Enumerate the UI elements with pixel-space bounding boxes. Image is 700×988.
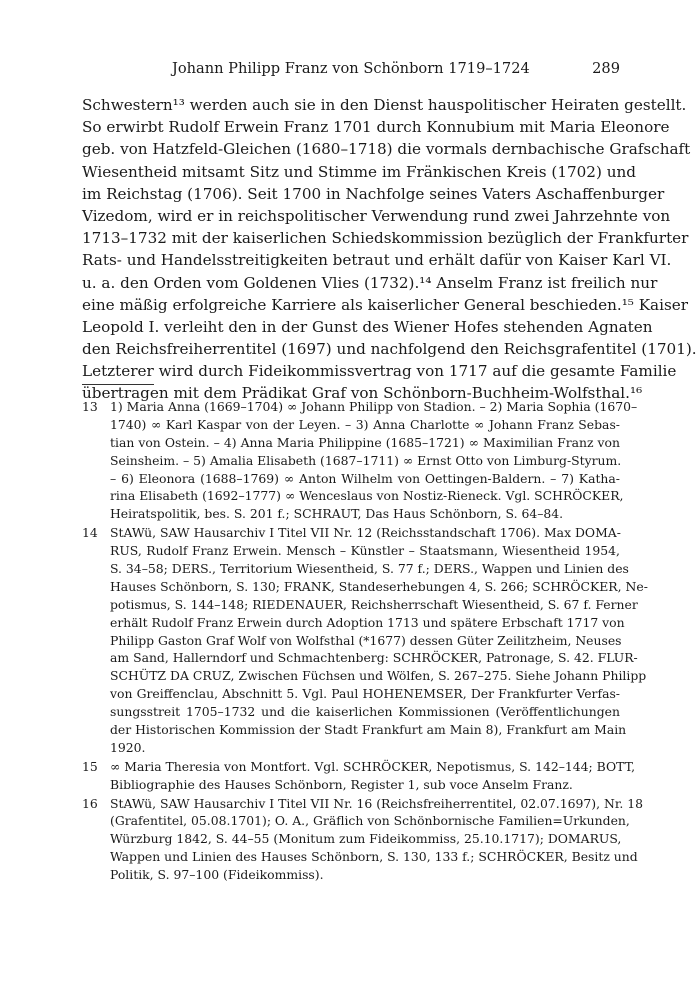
footnote-line: erhält Rudolf Franz Erwein durch Adoption 1713 und spätere Erbschaft 1717 von <box>110 614 625 630</box>
footnote-line: SCHÜTZ DA CRUZ, Zwischen Füchsen und Wölfen, S. 267–275. Siehe Johann Philipp <box>110 668 647 684</box>
footnote-line: S. 34–58; DERS., Territorium Wiesentheid, S. 77 f.; DERS., Wappen und Linien des <box>110 561 629 577</box>
body-line: 1713–1732 mit der kaiserlichen Schiedskommission bezüglich der Frankfurter <box>82 229 689 248</box>
footnote-15 <box>82 758 636 794</box>
body-line: Rats- und Handelsstreitigkeiten betraut und erhält dafür von Kaiser Karl VI. <box>82 251 672 270</box>
footnote-line: Hauses Schönborn, S. 130; FRANK, Standeserhebungen 4, S. 266; SCHRÖCKER, Ne- <box>110 578 648 594</box>
body-line: u. a. den Orden vom Goldenen Vlies (1732).¹⁴ Anselm Franz ist freilich nur <box>82 273 658 292</box>
footnote-line: ∞ Maria Theresia von Montfort. Vgl. SCHRÖCKER, Nepotismus, S. 142–144; BOTT, <box>110 758 636 774</box>
footnote-line: Seinsheim. – 5) Amalia Elisabeth (1687–1711) ∞ Ernst Otto von Limburg-Styrum. <box>110 452 622 468</box>
body-line: eine mäßig erfolgreiche Karriere als kaiserlicher General beschieden.¹⁵ Kaiser <box>82 295 689 314</box>
footnote-number: 14 <box>82 525 98 541</box>
footnote-number: 15 <box>82 758 98 774</box>
footnote-line: rina Elisabeth (1692–1777) ∞ Wenceslaus von Nostiz-Rieneck. Vgl. SCHRÖCKER, <box>110 488 624 504</box>
body-line: Vizedom, wird er in reichspolitischer Verwendung rund zwei Jahrzehnte von <box>82 206 671 225</box>
footnote-13 <box>82 398 638 523</box>
footnote-line: 1740) ∞ Karl Kaspar von der Leyen. – 3) Anna Charlotte ∞ Johann Franz Sebas- <box>110 416 620 432</box>
page-number: 289 <box>592 60 620 77</box>
body-line: übertragen mit dem Prädikat Graf von Schönborn-Buchheim-Wolfsthal.¹⁶ <box>82 384 643 403</box>
body-line: Schwestern¹³ werden auch sie in den Dienst hauspolitischer Heiraten gestellt. <box>82 96 687 114</box>
footnote-line: Würzburg 1842, S. 44–55 (Monitum zum Fideikommiss, 25.10.1717); DOMARUS, <box>110 831 622 847</box>
footnote-line: Wappen und Linien des Hauses Schönborn, S. 130, 133 f.; SCHRÖCKER, Besitz und <box>110 849 638 865</box>
body-line: Wiesentheid mitsamt Sitz und Stimme im Fränkischen Kreis (1702) und <box>82 162 637 181</box>
footnote-line: StAWü, SAW Hausarchiv I Titel VII Nr. 12 (Reichsstandschaft 1706). Max DOMA- <box>110 525 621 541</box>
footnote-line: (Grafentitel, 05.08.1701); O. A., Gräflich von Schönbornische Familien=Urkunden, <box>110 813 630 829</box>
footnote-line: der Historischen Kommission der Stadt Frankfurt am Main 8), Frankfurt am Main <box>110 722 627 738</box>
footnote-line: 1920. <box>110 739 146 755</box>
body-line: geb. von Hatzfeld-Gleichen (1680–1718) die vormals dernbachische Grafschaft <box>82 140 691 159</box>
footnote-line: Philipp Gaston Graf Wolf von Wolfsthal (*1677) dessen Güter Zeilitzheim, Neuses <box>110 632 622 648</box>
footnote-14 <box>82 524 648 757</box>
footnote-line: Politik, S. 97–100 (Fideikommiss). <box>110 867 324 883</box>
footnote-line: tian von Ostein. – 4) Anna Maria Philippine (1685–1721) ∞ Maximilian Franz von <box>110 434 620 450</box>
footnote-line: Bibliographie des Hauses Schönborn, Register 1, sub voce Anselm Franz. <box>110 776 573 792</box>
body-line: Leopold I. verleiht den in der Gunst des Wiener Hofes stehenden Agnaten <box>82 317 653 336</box>
footnote-line: StAWü, SAW Hausarchiv I Titel VII Nr. 16 (Reichsfreiherrentitel, 02.07.1697), Nr. 18 <box>110 795 644 811</box>
footnote-16 <box>82 795 644 884</box>
running-title: Johann Philipp Franz von Schönborn 1719–1724 <box>172 60 530 77</box>
footnote-number: 13 <box>82 399 98 414</box>
footnote-line: potismus, S. 144–148; RIEDENAUER, Reichsherrschaft Wiesentheid, S. 67 f. Ferner <box>110 596 638 612</box>
footnotes <box>82 398 648 885</box>
body-text <box>82 94 697 405</box>
body-line: So erwirbt Rudolf Erwein Franz 1701 durch Konnubium mit Maria Eleonore <box>82 118 670 137</box>
body-line: Letzterer wird durch Fideikommissvertrag von 1717 auf die gesamte Familie <box>82 362 677 381</box>
body-line: im Reichstag (1706). Seit 1700 in Nachfolge seines Vaters Aschaffenburger <box>82 184 665 203</box>
footnote-line: Heiratspolitik, bes. S. 201 f.; SCHRAUT, Das Haus Schönborn, S. 64–84. <box>110 506 564 522</box>
footnote-line: 1) Maria Anna (1669–1704) ∞ Johann Philipp von Stadion. – 2) Maria Sophia (1670– <box>110 399 638 414</box>
footnote-line: am Sand, Hallerndorf und Schmachtenberg: SCHRÖCKER, Patronage, S. 42. FLUR- <box>110 650 638 666</box>
footnote-separator <box>82 384 154 385</box>
footnote-line: von Greiffenclau, Abschnitt 5. Vgl. Paul HOHENEMSER, Der Frankfurter Verfas- <box>110 686 620 702</box>
footnote-line: – 6) Eleonora (1688–1769) ∞ Anton Wilhelm von Oettingen-Baldern. – 7) Katha- <box>110 470 620 486</box>
footnote-line: RUS, Rudolf Franz Erwein. Mensch – Künstler – Staatsmann, Wiesentheid 1954, <box>110 543 620 559</box>
body-line: den Reichsfreiherrentitel (1697) und nachfolgend den Reichsgrafentitel (1701). <box>82 340 697 359</box>
footnote-line: sungsstreit 1705–1732 und die kaiserlichen Kommissionen (Veröffentlichungen <box>110 704 620 720</box>
running-header <box>82 60 620 82</box>
footnote-number: 16 <box>82 795 98 811</box>
